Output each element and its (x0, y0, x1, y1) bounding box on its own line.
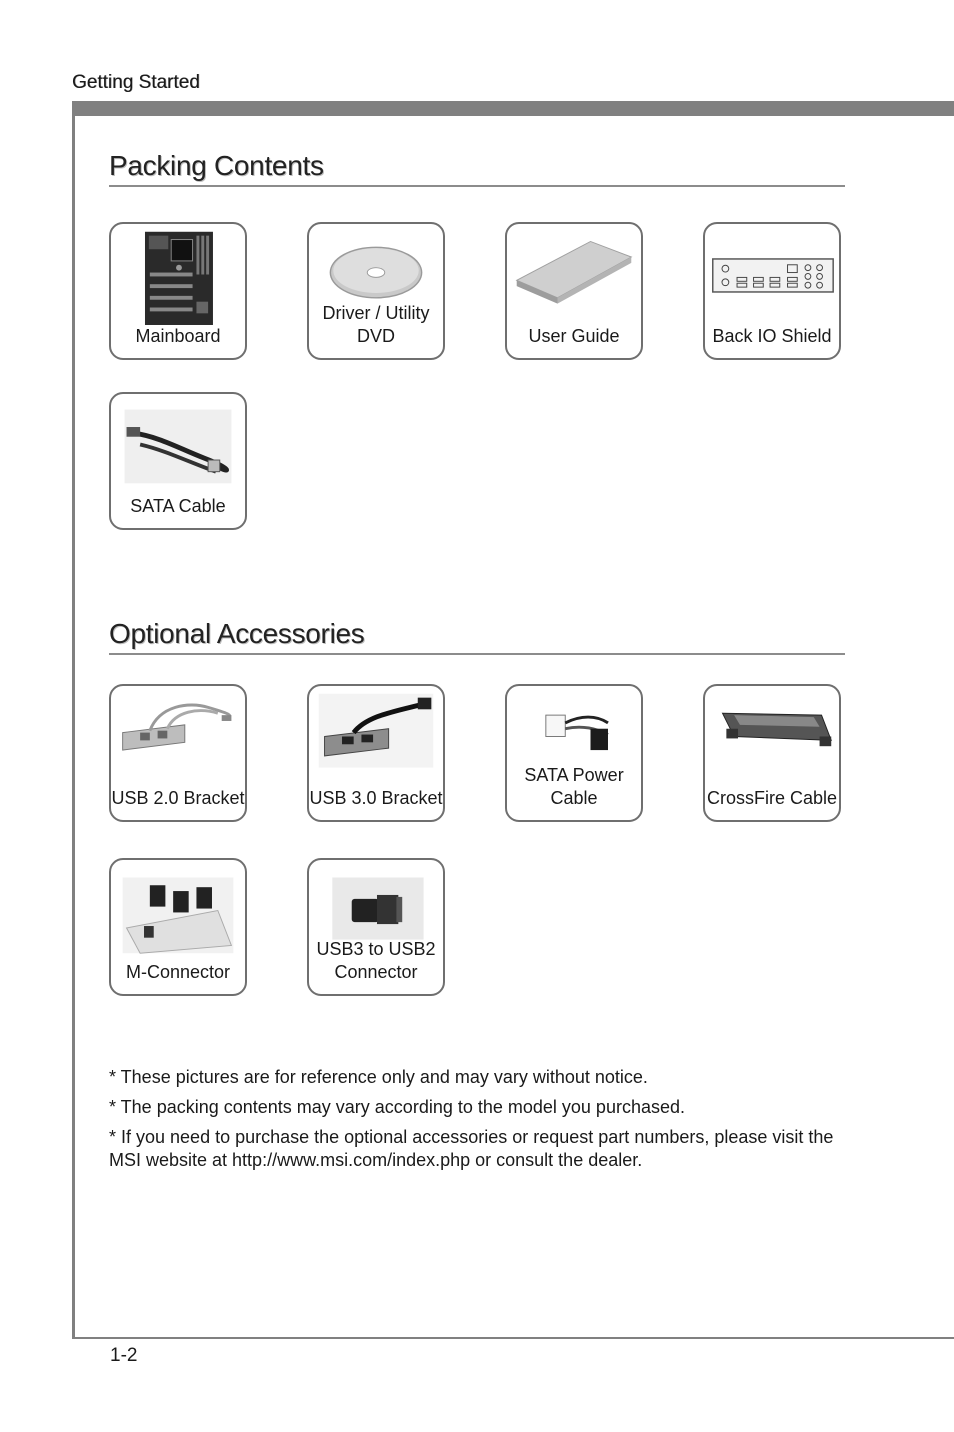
running-header: Getting Started (72, 72, 200, 93)
packing-contents-title: Packing Contents (109, 150, 324, 181)
dvd-label: Driver / Utility DVD (322, 303, 430, 346)
mainboard-label: Mainboard (135, 326, 221, 346)
sata-cable-label: SATA Cable (130, 496, 226, 516)
sata-power-cable-label: SATA Power Cable (524, 765, 624, 808)
page-number: 1-2 (110, 1345, 138, 1366)
user-guide-card (505, 222, 643, 360)
header-bar (74, 101, 954, 116)
crossfire-cable-label: CrossFire Cable (706, 788, 838, 808)
io-shield-label: Back IO Shield (712, 326, 832, 346)
usb2-bracket-label: USB 2.0 Bracket (111, 788, 245, 808)
io-shield-card (703, 222, 841, 360)
usb3-to-usb2-connector-label: USB3 to USB2 Connector (316, 939, 436, 982)
packing-contents-rule (109, 185, 845, 187)
usb3-bracket-card (307, 684, 445, 822)
sata-cable-card (109, 392, 247, 530)
usb2-bracket-card (109, 684, 247, 822)
m-connector-label: M-Connector (125, 962, 231, 982)
left-margin-rule (72, 101, 75, 1339)
sata-power-cable-card (505, 684, 643, 822)
dvd-card (307, 222, 445, 360)
note-contents-vary: * The packing contents may vary according to the model you purchased. (109, 1097, 685, 1117)
optional-accessories-title: Optional Accessories (109, 618, 365, 649)
usb3-to-usb2-connector-card (307, 858, 445, 996)
note-purchase-accessories: * If you need to purchase the optional accessories or request part numbers, please visit the MSI website at http://www.msi.com/index.php or consult the dealer. (109, 1127, 834, 1170)
m-connector-card (109, 858, 247, 996)
notes (109, 1066, 854, 1179)
optional-accessories-rule (109, 653, 845, 655)
user-guide-label: User Guide (528, 326, 620, 346)
mainboard-card (109, 222, 247, 360)
crossfire-cable-card (703, 684, 841, 822)
usb3-bracket-label: USB 3.0 Bracket (309, 788, 443, 808)
footer-rule (72, 1337, 954, 1339)
note-reference-only: * These pictures are for reference only and may vary without notice. (109, 1067, 648, 1087)
